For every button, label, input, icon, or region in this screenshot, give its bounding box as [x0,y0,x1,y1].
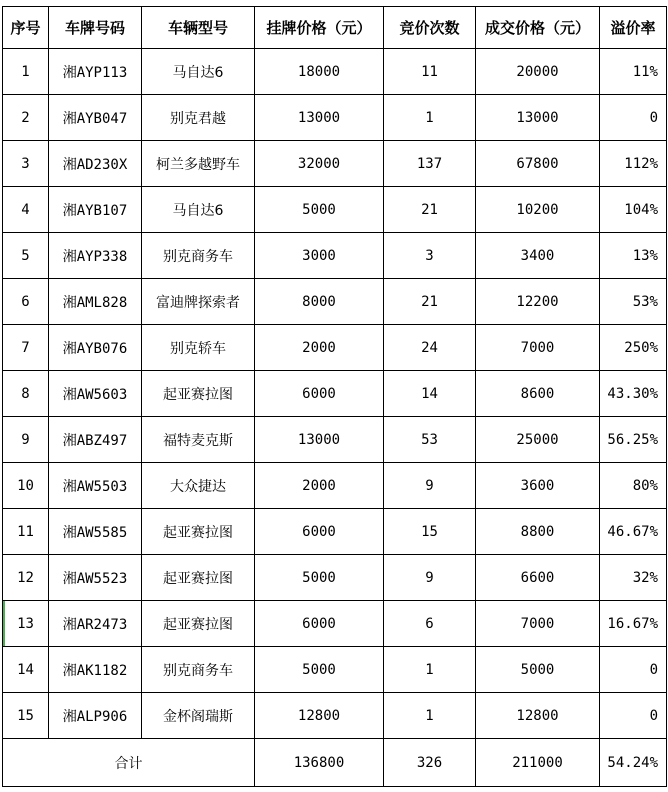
cell-deal-price[interactable]: 7000 [476,601,600,647]
header-no[interactable]: 序号 [3,7,49,49]
header-model[interactable]: 车辆型号 [142,7,255,49]
cell-list-price[interactable]: 13000 [255,417,384,463]
cell-model[interactable]: 金杯阁瑞斯 [142,693,255,739]
cell-model[interactable]: 起亚赛拉图 [142,555,255,601]
cell-no[interactable]: 12 [3,555,49,601]
cell-no[interactable]: 5 [3,233,49,279]
cell-no[interactable]: 10 [3,463,49,509]
table-row [3,371,667,417]
cell-deal-price[interactable]: 7000 [476,325,600,371]
cell-no[interactable]: 13 [3,601,49,647]
cell-no[interactable]: 8 [3,371,49,417]
cell-bids[interactable]: 1 [384,647,476,693]
cell-list-price[interactable]: 8000 [255,279,384,325]
cell-deal-price[interactable]: 6600 [476,555,600,601]
cell-no[interactable]: 9 [3,417,49,463]
cell-deal-price[interactable]: 3400 [476,233,600,279]
table-row [3,647,667,693]
cell-deal-price[interactable]: 20000 [476,49,600,95]
cell-premium[interactable]: 46.67% [600,509,667,555]
table-row [3,49,667,95]
cell-plate[interactable]: 湘AW5585 [49,509,142,555]
cell-bids[interactable]: 9 [384,463,476,509]
cell-deal-price[interactable]: 12800 [476,693,600,739]
cell-model[interactable]: 别克君越 [142,95,255,141]
cell-list-price[interactable]: 2000 [255,325,384,371]
cell-no[interactable]: 6 [3,279,49,325]
cell-no[interactable]: 15 [3,693,49,739]
cell-premium[interactable]: 43.30% [600,371,667,417]
cell-model[interactable]: 起亚赛拉图 [142,371,255,417]
cell-premium[interactable]: 0 [600,95,667,141]
header-deal-price[interactable]: 成交价格（元） [476,7,600,49]
total-list-price[interactable]: 136800 [255,739,384,787]
cell-premium[interactable]: 104% [600,187,667,233]
cell-plate[interactable]: 湘AYB107 [49,187,142,233]
table-row [3,95,667,141]
cell-plate[interactable]: 湘AR2473 [49,601,142,647]
table-row [3,187,667,233]
cell-model[interactable]: 别克商务车 [142,233,255,279]
cell-premium[interactable]: 32% [600,555,667,601]
cell-plate[interactable]: 湘AYP113 [49,49,142,95]
cell-premium[interactable]: 53% [600,279,667,325]
cell-bids[interactable]: 9 [384,555,476,601]
total-bids[interactable]: 326 [384,739,476,787]
cell-deal-price[interactable]: 3600 [476,463,600,509]
header-bids[interactable]: 竞价次数 [384,7,476,49]
cell-list-price[interactable]: 5000 [255,647,384,693]
cell-premium[interactable]: 80% [600,463,667,509]
header-list-price[interactable]: 挂牌价格（元） [255,7,384,49]
cell-bids[interactable]: 24 [384,325,476,371]
cell-plate[interactable]: 湘AYB047 [49,95,142,141]
cell-no[interactable]: 14 [3,647,49,693]
table-row [3,233,667,279]
auction-results-table [2,6,667,787]
table-row [3,463,667,509]
cell-premium[interactable]: 56.25% [600,417,667,463]
cell-bids[interactable]: 53 [384,417,476,463]
cell-plate[interactable]: 湘ALP906 [49,693,142,739]
cell-deal-price[interactable]: 13000 [476,95,600,141]
cell-plate[interactable]: 湘AYB076 [49,325,142,371]
table-row [3,325,667,371]
table-row [3,417,667,463]
cell-deal-price[interactable]: 5000 [476,647,600,693]
cell-deal-price[interactable]: 25000 [476,417,600,463]
cell-no[interactable]: 11 [3,509,49,555]
cell-bids[interactable]: 21 [384,279,476,325]
table-row [3,601,667,647]
cell-model[interactable]: 起亚赛拉图 [142,601,255,647]
cell-list-price[interactable]: 18000 [255,49,384,95]
cell-premium[interactable]: 112% [600,141,667,187]
cell-plate[interactable]: 湘AYP338 [49,233,142,279]
cell-bids[interactable]: 137 [384,141,476,187]
table-row [3,141,667,187]
cell-list-price[interactable]: 5000 [255,187,384,233]
cell-premium[interactable]: 11% [600,49,667,95]
header-plate[interactable]: 车牌号码 [49,7,142,49]
cell-deal-price[interactable]: 12200 [476,279,600,325]
table-row [3,555,667,601]
total-label[interactable]: 合计 [3,739,255,787]
cell-no[interactable]: 1 [3,49,49,95]
header-premium[interactable]: 溢价率 [600,7,667,49]
total-row [3,739,667,787]
cell-model[interactable]: 富迪牌探索者 [142,279,255,325]
cell-plate[interactable]: 湘AD230X [49,141,142,187]
cell-model[interactable]: 马自达6 [142,187,255,233]
cell-bids[interactable]: 3 [384,233,476,279]
cell-list-price[interactable]: 3000 [255,233,384,279]
cell-premium[interactable]: 13% [600,233,667,279]
header-row [3,7,667,49]
cell-list-price[interactable]: 32000 [255,141,384,187]
cell-deal-price[interactable]: 8800 [476,509,600,555]
cell-bids[interactable]: 1 [384,693,476,739]
cell-model[interactable]: 别克轿车 [142,325,255,371]
cell-list-price[interactable]: 13000 [255,95,384,141]
cell-list-price[interactable]: 2000 [255,463,384,509]
cell-model[interactable]: 大众捷达 [142,463,255,509]
cell-bids[interactable]: 15 [384,509,476,555]
table-row [3,693,667,739]
cell-no[interactable]: 4 [3,187,49,233]
table-row [3,279,667,325]
cell-bids[interactable]: 1 [384,95,476,141]
cell-list-price[interactable]: 6000 [255,509,384,555]
cell-no[interactable]: 2 [3,95,49,141]
cell-bids[interactable]: 21 [384,187,476,233]
table-row [3,509,667,555]
cell-model[interactable]: 柯兰多越野车 [142,141,255,187]
cell-bids[interactable]: 6 [384,601,476,647]
cell-premium[interactable]: 250% [600,325,667,371]
cell-plate[interactable]: 湘AW5603 [49,371,142,417]
cell-model[interactable]: 马自达6 [142,49,255,95]
cell-list-price[interactable]: 12800 [255,693,384,739]
cell-premium[interactable]: 0 [600,693,667,739]
cell-plate[interactable]: 湘ABZ497 [49,417,142,463]
cell-plate[interactable]: 湘AW5503 [49,463,142,509]
total-deal-price[interactable]: 211000 [476,739,600,787]
cell-model[interactable]: 别克商务车 [142,647,255,693]
cell-list-price[interactable]: 6000 [255,371,384,417]
cell-no[interactable]: 7 [3,325,49,371]
cell-model[interactable]: 福特麦克斯 [142,417,255,463]
cell-bids[interactable]: 14 [384,371,476,417]
cell-deal-price[interactable]: 8600 [476,371,600,417]
cell-bids[interactable]: 11 [384,49,476,95]
cell-no[interactable]: 3 [3,141,49,187]
cell-deal-price[interactable]: 10200 [476,187,600,233]
cell-premium[interactable]: 16.67% [600,601,667,647]
cell-list-price[interactable]: 6000 [255,601,384,647]
total-premium[interactable]: 54.24% [600,739,667,787]
cell-plate[interactable]: 湘AK1182 [49,647,142,693]
cell-list-price[interactable]: 5000 [255,555,384,601]
cell-premium[interactable]: 0 [600,647,667,693]
cell-plate[interactable]: 湘AML828 [49,279,142,325]
cell-deal-price[interactable]: 67800 [476,141,600,187]
cell-plate[interactable]: 湘AW5523 [49,555,142,601]
cell-model[interactable]: 起亚赛拉图 [142,509,255,555]
